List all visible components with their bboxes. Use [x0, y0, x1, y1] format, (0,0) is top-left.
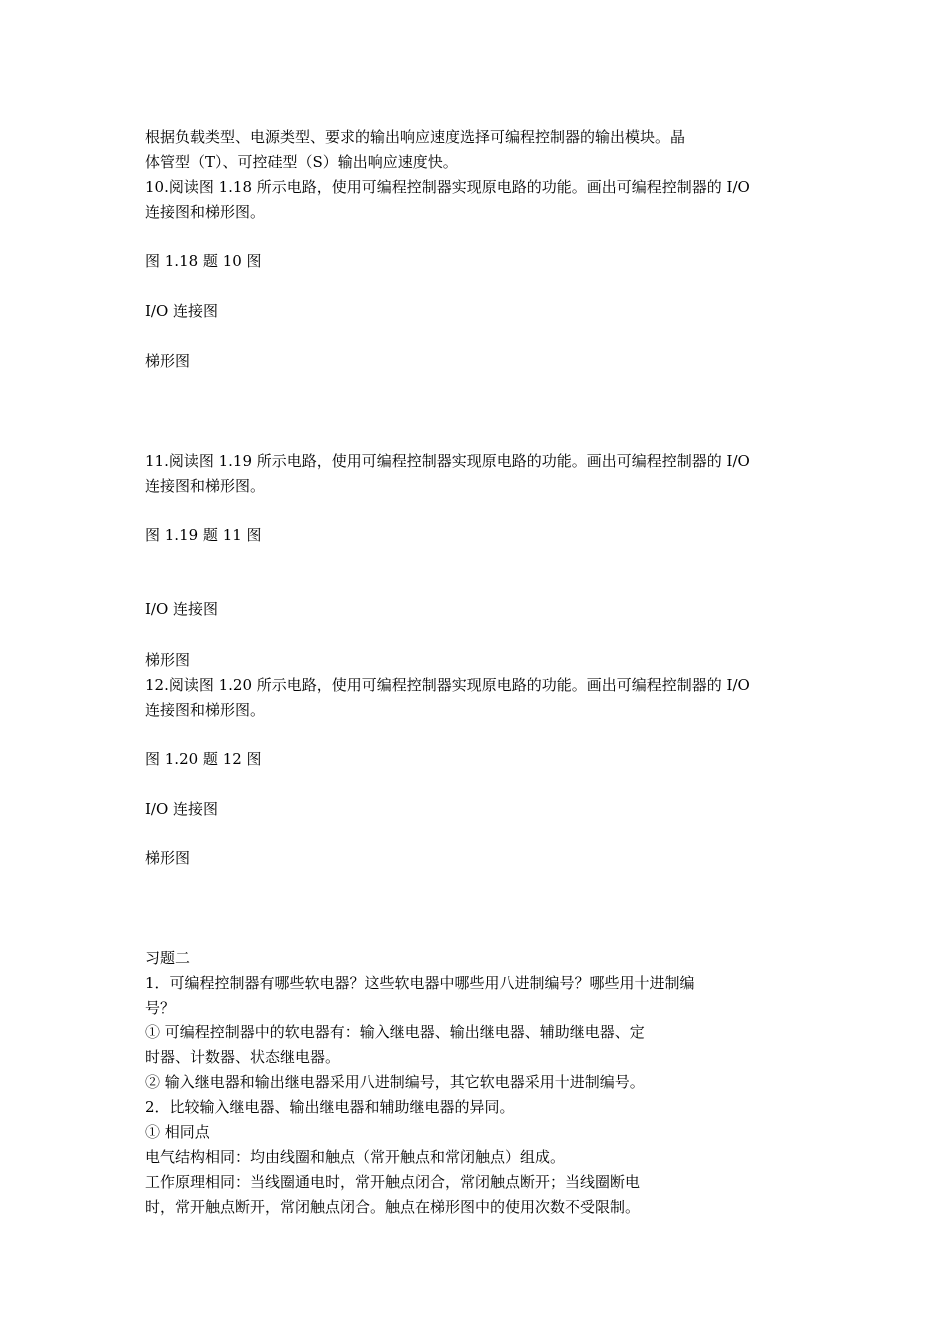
question-10-line: 连接图和梯形图。	[145, 203, 266, 221]
answer-line: 工作原理相同：当线圈通电时，常开触点闭合，常闭触点断开；当线圈断电	[145, 1173, 641, 1191]
io-connection-heading: I/O 连接图	[145, 800, 219, 818]
ladder-diagram-heading: 梯形图	[145, 849, 191, 867]
answer-line: ② 输入继电器和输出继电器采用八进制编号，其它软电器采用十进制编号。	[145, 1073, 645, 1091]
question-10-line: 10.阅读图 1.18 所示电路，使用可编程控制器实现原电路的功能。画出可编程控制器的 I/O	[145, 178, 750, 196]
answer-line: 时器、计数器、状态继电器。	[145, 1048, 341, 1066]
io-connection-heading: I/O 连接图	[145, 302, 219, 320]
question-12-line: 连接图和梯形图。	[145, 701, 266, 719]
exercise-line: 号？	[145, 999, 176, 1017]
exercise-line: 2．比较输入继电器、输出继电器和辅助继电器的异同。	[145, 1098, 515, 1116]
section-heading: 习题二	[145, 949, 191, 967]
figure-caption: 图 1.19 题 11 图	[145, 526, 262, 544]
answer-line: ① 可编程控制器中的软电器有：输入继电器、输出继电器、辅助继电器、定	[145, 1023, 645, 1041]
question-11-line: 11.阅读图 1.19 所示电路，使用可编程控制器实现原电路的功能。画出可编程控制器的 I/O	[145, 452, 750, 470]
answer-line: 电气结构相同：均由线圈和触点（常开触点和常闭触点）组成。	[145, 1148, 566, 1166]
answer-line: ① 相同点	[145, 1123, 210, 1141]
paragraph-line: 体管型（T）、可控硅型（S）输出响应速度快。	[145, 153, 458, 171]
ladder-diagram-heading: 梯形图	[145, 651, 191, 669]
question-12-line: 12.阅读图 1.20 所示电路，使用可编程控制器实现原电路的功能。画出可编程控制器的 I/O	[145, 676, 750, 694]
figure-caption: 图 1.18 题 10 图	[145, 252, 262, 270]
question-11-line: 连接图和梯形图。	[145, 477, 266, 495]
io-connection-heading: I/O 连接图	[145, 600, 219, 618]
answer-line: 时，常开触点断开，常闭触点闭合。触点在梯形图中的使用次数不受限制。	[145, 1198, 641, 1216]
ladder-diagram-heading: 梯形图	[145, 352, 191, 370]
paragraph-line: 根据负载类型、电源类型、要求的输出响应速度选择可编程控制器的输出模块。晶	[145, 128, 686, 146]
figure-caption: 图 1.20 题 12 图	[145, 750, 262, 768]
exercise-line: 1．可编程控制器有哪些软电器？这些软电器中哪些用八进制编号？哪些用十进制编	[145, 974, 695, 992]
